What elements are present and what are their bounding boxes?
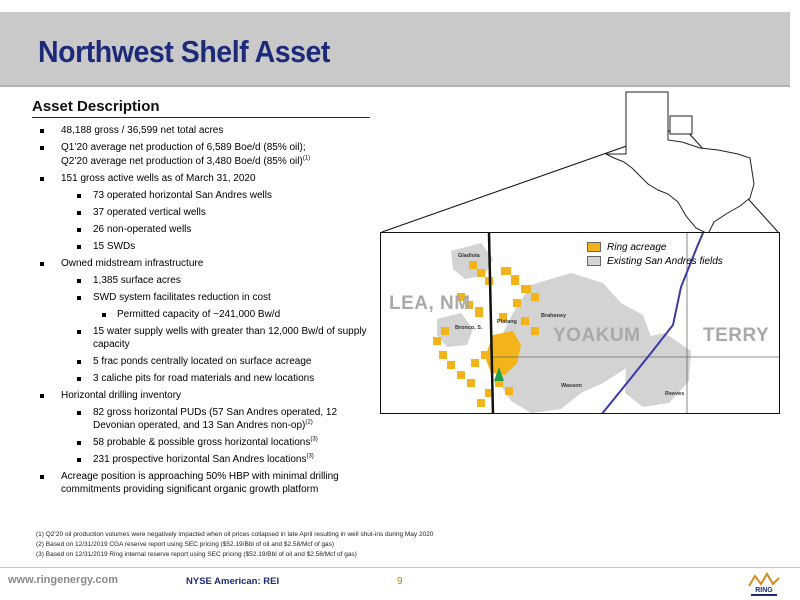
sub-bullet-item: [36, 240, 376, 253]
field-label-reeves: Reeves: [665, 391, 685, 397]
bullet-text-main: Q2’20 average net production of 3,480 Boe/d (85% oil): [61, 156, 303, 167]
sub-bullet-item: [36, 223, 376, 236]
county-label-lea: LEA, NM: [389, 293, 471, 314]
bullet-text: 1,385 surface acres: [93, 275, 181, 286]
sub-bullet-item: [36, 189, 376, 202]
bullet-text: Owned midstream infrastructure: [61, 258, 204, 269]
footnote-ref: (2): [305, 419, 313, 426]
bullet-text: 3 caliche pits for road materials and new locations: [93, 373, 315, 384]
footer-ticker: NYSE American: REI: [186, 576, 280, 587]
legend-swatch: [587, 256, 601, 266]
bullet-icon: [77, 458, 81, 462]
legend-label: Existing San Andres fields: [607, 255, 723, 267]
footer-divider: [0, 567, 800, 568]
bullet-icon: [77, 279, 81, 283]
bullet-text-main: 231 prospective horizontal San Andres locations: [93, 454, 307, 465]
bullet-text: [93, 406, 376, 432]
bullet-text: 151 gross active wells as of March 31, 2020: [61, 173, 256, 184]
bullet-icon: [40, 146, 44, 150]
legend-item: [587, 254, 723, 268]
bullet-item: [36, 141, 376, 154]
footnotes: [36, 530, 433, 560]
bullet-text: [93, 436, 318, 449]
bullet-item: [36, 389, 376, 402]
sub-bullet-item: [36, 372, 376, 385]
county-label-yoakum: YOAKUM: [553, 325, 641, 346]
bullet-continuation: [36, 155, 376, 168]
section-divider: [32, 117, 370, 118]
bullet-text: 37 operated vertical wells: [93, 207, 206, 218]
bullet-icon: [77, 360, 81, 364]
county-label-terry: TERRY: [703, 325, 770, 346]
field-label-bronco: Bronco, S.: [455, 325, 483, 331]
bullet-icon: [40, 177, 44, 181]
bullet-icon: [77, 245, 81, 249]
bullet-text: 48,188 gross / 36,599 net total acres: [61, 125, 224, 136]
legend-item: [587, 240, 723, 254]
bullet-icon: [77, 228, 81, 232]
field-label-platang: Platang: [497, 319, 517, 325]
footnote-ref: (3): [310, 436, 318, 443]
bullet-item: [36, 257, 376, 270]
bullet-item: [36, 172, 376, 185]
acreage-map: [380, 232, 780, 414]
footnote-ref: (3): [306, 453, 314, 460]
sub-bullet-item: [36, 206, 376, 219]
map-legend: [587, 240, 723, 268]
bullet-text-main: 58 probable & possible gross horizontal locations: [93, 437, 311, 448]
bullet-text: Horizontal drilling inventory: [61, 390, 182, 401]
bullet-icon: [77, 411, 81, 415]
texas-outline-icon: [604, 88, 768, 238]
bullet-text-main: 82 gross horizontal PUDs (57 San Andres operated, 12 Devonian operated, and 13 San Andres non-op): [93, 407, 338, 431]
bullet-icon: [77, 441, 81, 445]
legend-swatch: [587, 242, 601, 252]
sub-bullet-item: [36, 436, 376, 449]
bullet-text: [61, 155, 310, 168]
footnote: (2) Based on 12/31/2019 CGA reserve report using SEC pricing ($52.19/Bbl of oil and $2.58/Mcf of gas): [36, 541, 335, 548]
bullet-text: 5 frac ponds centrally located on surface acreage: [93, 356, 312, 367]
bullet-icon: [77, 330, 81, 334]
sub-bullet-item: [36, 274, 376, 287]
field-label-wasson: Wasson: [561, 383, 582, 389]
sub-bullet-item: [36, 453, 376, 466]
page-title: Northwest Shelf Asset: [38, 34, 330, 69]
bullet-icon: [77, 194, 81, 198]
bullet-text: 73 operated horizontal San Andres wells: [93, 190, 273, 201]
sub-bullet-item: [36, 291, 376, 304]
inset-highlight-box: [670, 116, 692, 134]
bullet-text: SWD system facilitates reduction in cost: [93, 292, 271, 303]
sub-bullet-item: [36, 355, 376, 368]
bullet-icon: [40, 262, 44, 266]
field-label-gladiola: Gladiola: [458, 253, 480, 259]
bullet-text: 15 water supply wells with greater than 12,000 Bw/d of supply capacity: [93, 326, 367, 350]
bullet-icon: [40, 129, 44, 133]
bullet-icon: [77, 377, 81, 381]
sub-sub-bullet-item: [36, 308, 376, 321]
sub-bullet-item: [36, 325, 376, 351]
legend-label: Ring acreage: [607, 241, 667, 253]
bullet-icon: [40, 394, 44, 398]
bullet-item: [36, 470, 376, 496]
footnote: (1) Q2’20 oil production volumes were negatively impacted when oil prices collapsed in late April resulting in well shut-ins during May 2020: [36, 531, 434, 538]
bullet-item: [36, 124, 376, 137]
footnote-ref: (1): [302, 155, 311, 162]
bullet-text: 26 non-operated wells: [93, 224, 192, 235]
field-label-brahaney: Brahaney: [541, 313, 567, 319]
bullet-icon: [77, 211, 81, 215]
section-heading: Asset Description: [32, 98, 160, 115]
footer-website-link[interactable]: www.ringenergy.com: [8, 574, 119, 586]
bullet-list: [36, 124, 376, 500]
bullet-text: 15 SWDs: [93, 241, 136, 252]
ring-logo-icon: [745, 572, 783, 598]
bullet-icon: [40, 475, 44, 479]
page-number: 9: [397, 576, 403, 587]
bullet-text: [93, 453, 314, 466]
footnote: (3) Based on 12/31/2019 Ring internal reserve report using SEC pricing ($52.19/Bbl of oil and $2.58/Mcf of gas): [36, 551, 357, 558]
svg-text:RING: RING: [755, 587, 773, 594]
bullet-icon: [77, 296, 81, 300]
bullet-text: Q1’20 average net production of 6,589 Boe/d (85% oil);: [61, 142, 306, 153]
title-bar: [0, 12, 790, 87]
bullet-text: Acreage position is approaching 50% HBP with minimal drilling commitments providing significant organic growth platform: [61, 471, 339, 495]
bullet-icon: [102, 313, 106, 317]
sub-bullet-item: [36, 406, 376, 432]
bullet-text: Permitted capacity of ~241,000 Bw/d: [117, 309, 281, 320]
